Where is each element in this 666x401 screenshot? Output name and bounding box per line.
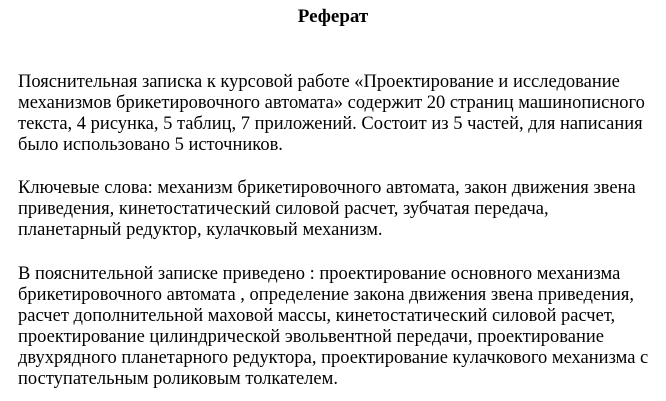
- contents-paragraph: [18, 264, 658, 390]
- text-line: было использовано 5 источников.: [18, 135, 283, 155]
- text-line: В пояснительной записке приведено : проектирование основного механизма: [18, 264, 621, 284]
- text-line: механизмов брикетировочного автомата» содержит 20 страниц машинописного: [18, 93, 645, 113]
- text-line: Пояснительная записка к курсовой работе «Проектирование и исследование: [18, 72, 620, 92]
- summary-paragraph: [18, 72, 658, 156]
- text-line: приведения, кинетостатический силовой расчет, зубчатая передача,: [18, 199, 549, 219]
- text-line: поступательным роликовым толкателем.: [18, 369, 338, 389]
- text-line: брикетировочного автомата , определение закона движения звена приведения,: [18, 285, 635, 305]
- text-line: расчет дополнительной маховой массы, кинетостатический силовой расчет,: [18, 306, 616, 326]
- page-title: Реферат: [297, 6, 369, 27]
- text-line: планетарный редуктор, кулачковый механизм.: [18, 220, 383, 240]
- text-line: Ключевые слова: механизм брикетировочного автомата, закон движения звена: [18, 178, 636, 198]
- text-line: текста, 4 рисунка, 5 таблиц, 7 приложений. Состоит из 5 частей, для написания: [18, 114, 643, 134]
- keywords-paragraph: [18, 178, 658, 241]
- text-line: проектирование цилиндрической эвольвентной передачи, проектирование: [18, 327, 604, 347]
- text-line: двухрядного планетарного редуктора, проектирование кулачкового механизма с: [18, 348, 649, 368]
